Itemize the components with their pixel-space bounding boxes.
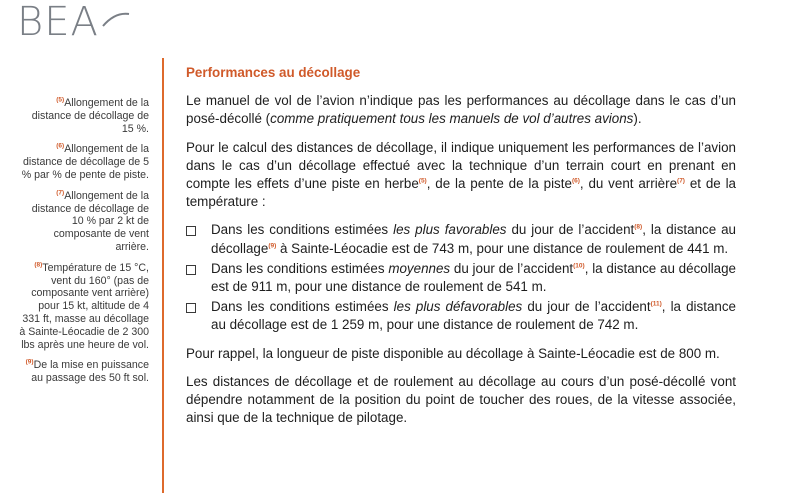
margin-rule [162, 58, 164, 493]
checkbox-bullet-icon [186, 265, 196, 275]
paragraph-runway-length: Pour rappel, la longueur de piste disponible au décollage à Sainte-Léocadie est de 800 m. [186, 345, 720, 361]
list-item-favorable: Dans les conditions estimées les plus favorables du jour de l’accident$^{(8)}$, la distance au décollage$^{(9)}$ à Sainte-Léocadie est de 743 m, pour une distance de roulement de 441 m. [186, 221, 736, 257]
paragraph-distances: Les distances de décollage et de roulement au décollage au cours d’un posé-décollé vont dépendre notamment de la position du point de toucher des roues, de la vitesse associée, ainsi que de la technique de pilotage. [186, 373, 736, 426]
checkbox-bullet-icon [186, 226, 196, 236]
note-7: $^{(7)}$Allongement de la distance de décollage de 10 % par 2 kt de composante de vent arrière. [31, 189, 149, 253]
section-heading: Performances au décollage [186, 65, 361, 80]
logo-swoosh-icon [101, 10, 131, 30]
sidebar-notes [19, 97, 149, 385]
logo-text: BEA [17, 0, 99, 45]
main-content [186, 64, 736, 437]
note-9: $^{(9)}$De la mise en puissance au passage des 50 ft sol. [25, 358, 149, 385]
list-item-average: Dans les conditions estimées moyennes du jour de l’accident$^{(10)}$, la distance au décollage est de 911 m, pour une distance de roulement de 541 m. [186, 260, 736, 296]
paragraph-manual: Le manuel de vol de l’avion n’indique pas les performances au décollage dans le cas d’un posé-décollé (comme pratiquement tous les manuels de vol d’autres avions). [186, 93, 736, 127]
note-6: $^{(6)}$Allongement de la distance de décollage de 5 % par % de pente de piste. [21, 142, 149, 181]
paragraph-calculation: Pour le calcul des distances de décollage, il indique uniquement les performances de l’avion dans le cas d’un décollage effectué avec la technique d’un terrain court en prenant en compte les effets d’une piste en herbe$^{(5)}$, de la pente de la piste$^{(6)}$, du vent arrière$^{(7)}$ et de la température : [186, 139, 736, 210]
bea-logo [17, 0, 99, 45]
note-8: $^{(8)}$Température de 15 °C, vent du 160° (pas de composante vent arrière) pour 15 kt, altitude de 4 331 ft, masse au décollage à Sainte-Léocadie de 2 300 lbs après une heure de vol. [19, 261, 149, 351]
list-item-unfavorable: Dans les conditions estimées les plus défavorables du jour de l’accident$^{(11)}$, la distance au décollage est de 1 259 m, pour une distance de roulement de 742 m. [186, 298, 736, 334]
checkbox-bullet-icon [186, 303, 196, 313]
note-5: $^{(5)}$Allongement de la distance de décollage de 15 %. [31, 96, 149, 135]
conditions-list [186, 221, 736, 334]
